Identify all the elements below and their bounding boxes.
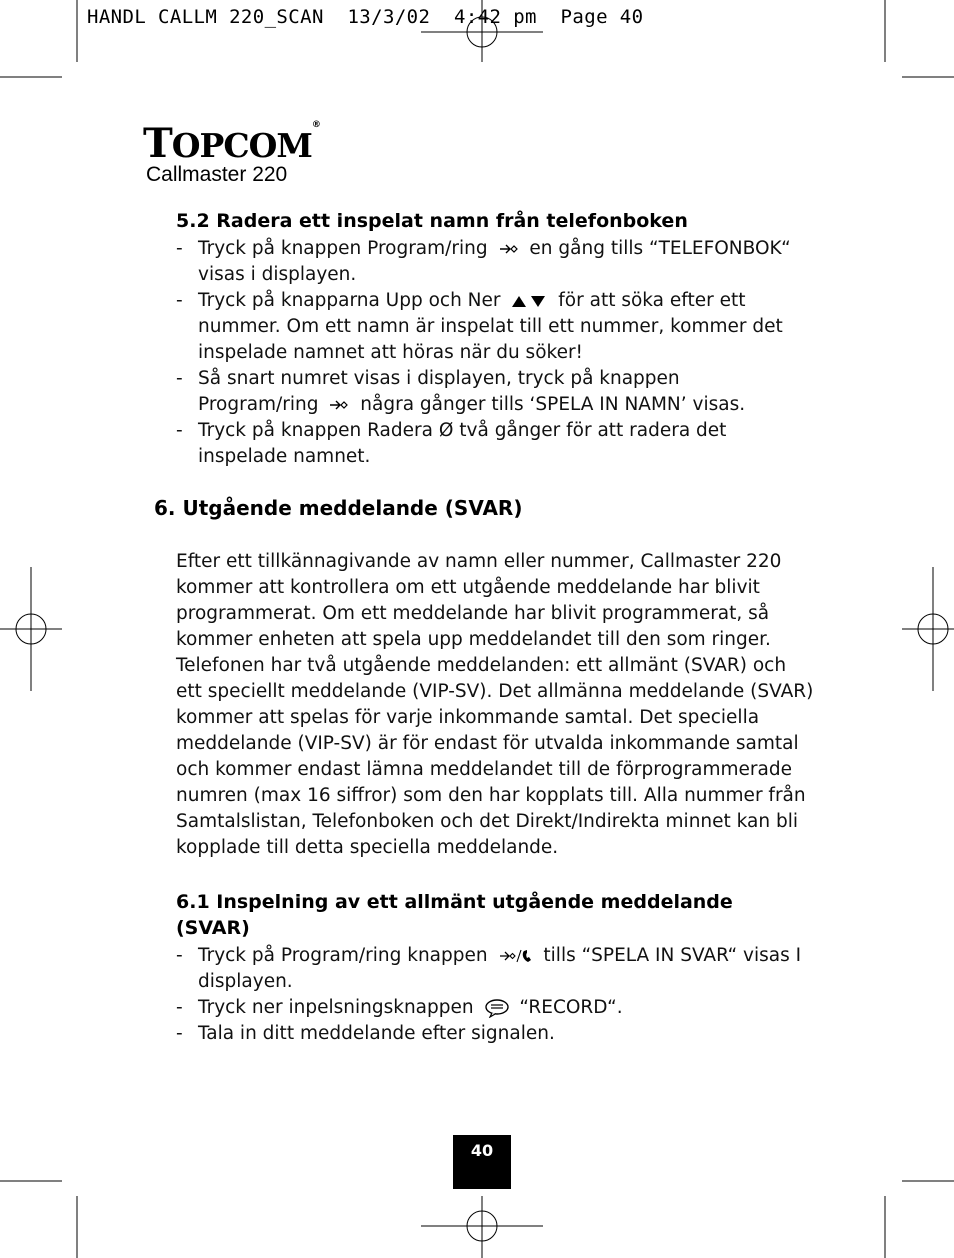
list-item: - Tryck på knappen Program/ring en gång tills “TELEFONBOK“ visas i displayen. (176, 236, 806, 288)
up-down-arrows-icon (510, 294, 548, 308)
topcom-logo: TOPCOM® (143, 120, 320, 167)
speech-bubble-icon (484, 998, 510, 1018)
page-number: 40 (470, 1141, 494, 1160)
list-item: - Tala in ditt meddelande efter signalen. (176, 1021, 806, 1047)
section-6-1-list (176, 943, 806, 1047)
program-ring-icon (328, 397, 350, 413)
page-number-box (453, 1135, 511, 1189)
list-item: - Tryck på Program/ring knappen tills “SPELA IN SVAR“ visas I displayen. (176, 943, 806, 995)
list-item: - Tryck ner inpelsningsknappen “RECORD“. (176, 995, 806, 1021)
model-name: Callmaster 220 (146, 163, 288, 186)
registration-mark-top (421, 0, 543, 62)
section-5-2-heading: 5.2 Radera ett inspelat namn från telefonboken (176, 210, 688, 232)
registration-mark-right (902, 567, 954, 691)
registration-mark-bottom (421, 1196, 543, 1258)
section-5-2-list (176, 236, 806, 470)
section-6-heading: 6. Utgående meddelande (SVAR) (154, 496, 523, 520)
section-6-paragraph: Efter ett tillkännagivande av namn eller nummer, Callmaster 220 kommer att kontrollera om ett utgående meddelande har blivit programmerat. Om ett meddelande har blivit programmerat, så kommer enheten att spela upp meddelandet till den som ringer. Telefonen har två utgående meddelanden: ett allmänt (SVAR) och ett speciellt meddelande (VIP-SV). Det allmänna meddelande (SVAR) kommer att spelas för varje inkommande samtal. Det speciella meddelande (VIP-SV) är för endast för utvalda inkommande samtal och kommer endast lämna meddelandet till de förprogrammerade numren (max 16 siffror) som den har kopplats till. Alla nummer från Samtalslistan, Telefonboken och det Direkt/Indirekta minnet kan bli kopplade till detta speciella meddelande. (176, 551, 814, 858)
list-item: - Tryck på knappen Radera Ø två gånger för att radera det inspelade namnet. (176, 418, 806, 470)
program-ring-handset-icon (498, 947, 534, 965)
registration-mark-left (0, 567, 62, 691)
list-item: - Så snart numret visas i displayen, tryck på knappen Program/ring några gånger tills ‘SPELA IN NAMN’ visas. (176, 366, 806, 418)
section-6-1-heading: 6.1 Inspelning av ett allmänt utgående meddelande (SVAR) (176, 891, 733, 939)
print-slug: HANDL CALLM 220_SCAN 13/3/02 4:42 pm Page 40 (87, 6, 644, 28)
program-ring-icon (498, 241, 520, 257)
list-item: - Tryck på knapparna Upp och Ner för att söka efter ett nummer. Om ett namn är inspelat till ett nummer, kommer det inspelade namnet att höras när du söker! (176, 288, 806, 366)
